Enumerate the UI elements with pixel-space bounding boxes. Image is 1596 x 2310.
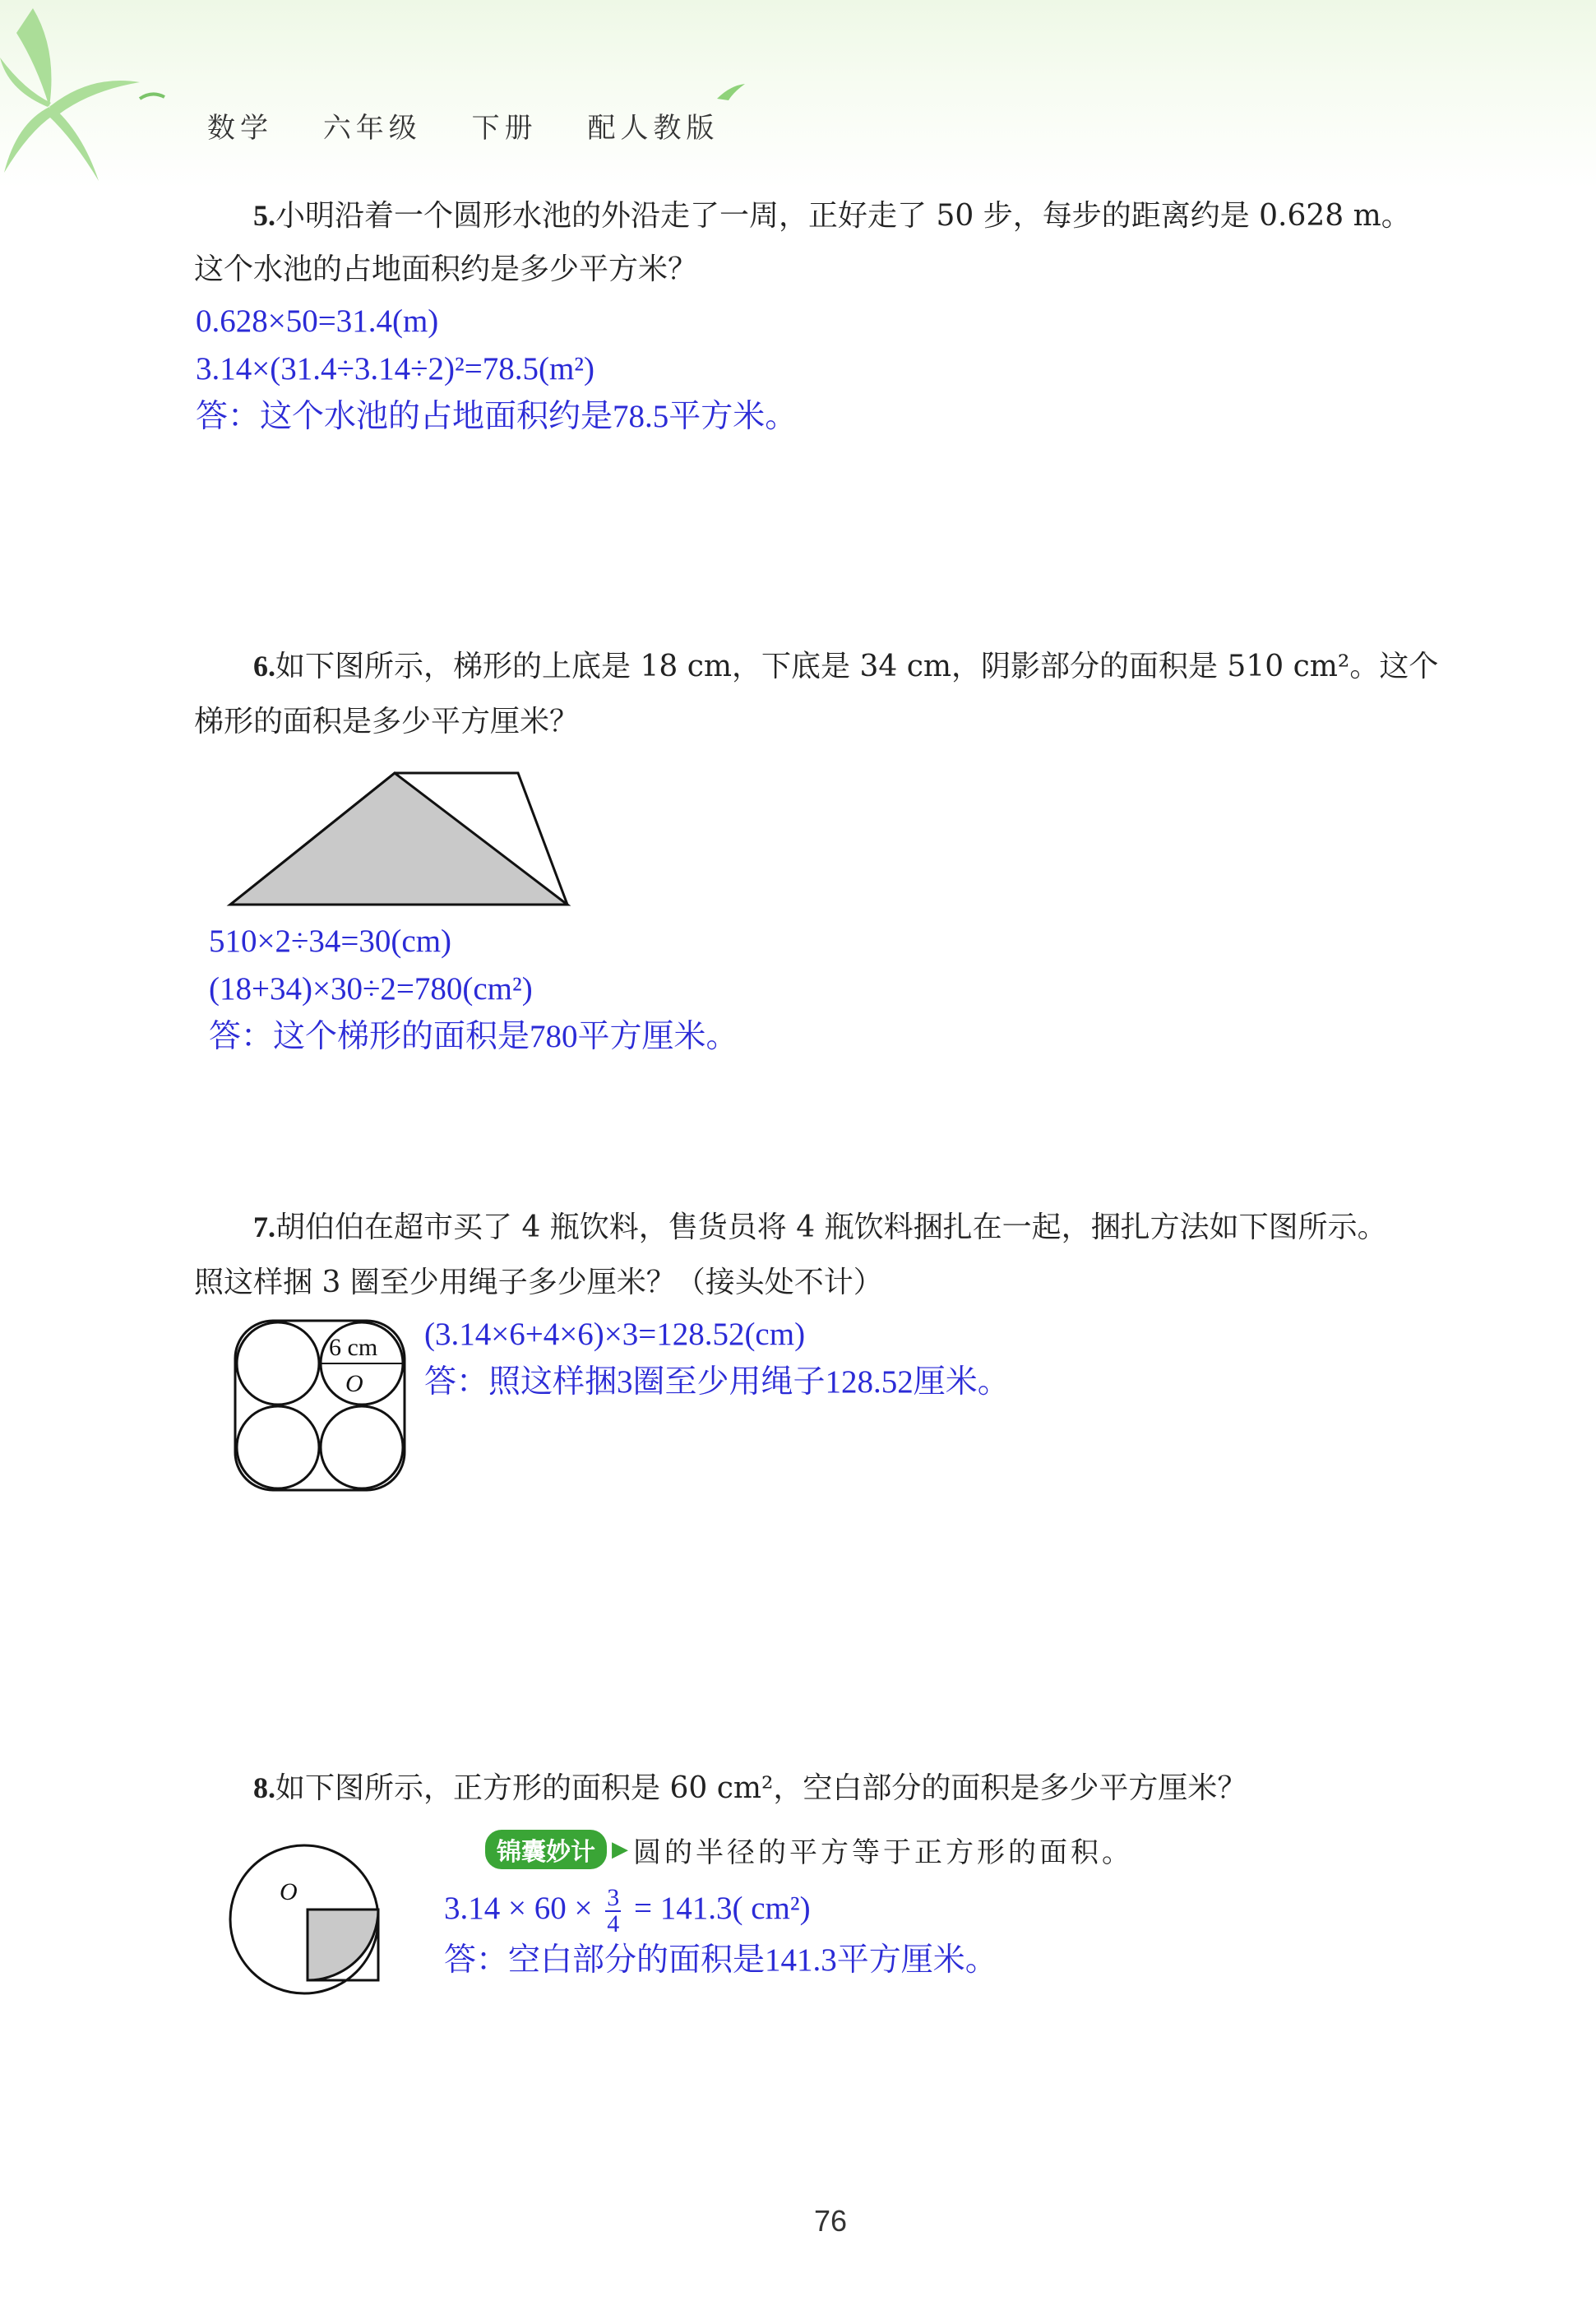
fraction	[605, 1886, 621, 1937]
q8-answer-part1: 3.14 × 60 ×	[444, 1891, 593, 1926]
shaded-triangle	[230, 773, 567, 905]
q8-answer	[444, 1885, 997, 1984]
q8-answer-line1	[444, 1885, 997, 1937]
q8-answer-line2: 答：空白部分的面积是141.3平方厘米。	[444, 1942, 997, 1979]
q7-text-line2: 照这样捆 3 圈至少用绳子多少厘米？（接头处不计）	[194, 1266, 883, 1299]
q6-number: 6.	[253, 650, 275, 683]
q8-text-1: 如下图所示，正方形的面积是 60 cm²，空白部分的面积是多少平方厘米？	[275, 1771, 1247, 1805]
q6-answer-line2: (18+34)×30÷2=780(cm²)	[209, 971, 533, 1007]
header-subject: 数学	[207, 112, 273, 145]
q8-number: 8.	[253, 1771, 275, 1804]
bottle-circle	[237, 1406, 319, 1488]
header-grade: 六年级	[322, 112, 422, 145]
bottle-circle	[237, 1322, 319, 1405]
bird-decoration	[715, 82, 748, 102]
trapezoid-figure	[222, 765, 584, 913]
q6-text-line1	[253, 640, 1438, 693]
header-title	[207, 105, 755, 146]
tip-box	[485, 1831, 1133, 1868]
q5-answer-line1: 0.628×50=31.4(m)	[196, 303, 439, 339]
circle-square-figure	[222, 1834, 403, 2015]
bottles-figure	[230, 1316, 411, 1497]
arrow-icon: ▶	[612, 1837, 628, 1862]
q7-answer	[424, 1311, 1010, 1406]
q6-text-line2: 梯形的面积是多少平方厘米？	[194, 705, 580, 738]
center-label: O	[345, 1370, 363, 1397]
center-label: O	[280, 1878, 298, 1905]
q5-answer	[196, 298, 797, 441]
q5-text-1: 小明沿着一个圆形水池的外沿走了一周，正好走了 50 步，每步的距离约是 0.628 m。	[275, 199, 1411, 233]
header-volume: 下册	[471, 112, 538, 145]
fraction-numerator: 3	[607, 1884, 620, 1912]
diameter-label: 6 cm	[329, 1334, 378, 1361]
q5-text-line2: 这个水池的占地面积约是多少平方米？	[194, 252, 698, 286]
palm-leaf-decoration	[0, 0, 181, 189]
header-banner	[0, 0, 1596, 189]
q8-text-line1	[253, 1761, 1247, 1815]
q6-answer-line1: 510×2÷34=30(cm)	[209, 924, 452, 959]
q5-answer-line2: 3.14×(31.4÷3.14÷2)²=78.5(m²)	[196, 351, 594, 387]
q7-text-1: 胡伯伯在超市买了 4 瓶饮料，售货员将 4 瓶饮料捆扎在一起，捆扎方法如下图所示。	[275, 1211, 1387, 1244]
rope-outline	[235, 1321, 405, 1490]
q7-number: 7.	[253, 1211, 275, 1243]
q5-answer-line3: 答：这个水池的占地面积约是78.5平方米。	[196, 399, 798, 434]
header-edition: 配人教版	[587, 112, 719, 145]
fraction-denominator: 4	[607, 1910, 620, 1938]
q5-text-line1	[253, 189, 1411, 243]
q7-answer-line2: 答：照这样捆3圈至少用绳子128.52厘米。	[424, 1364, 1010, 1400]
q6-answer	[209, 918, 738, 1061]
q6-text-1: 如下图所示，梯形的上底是 18 cm，下底是 34 cm，阴影部分的面积是 510 cm²。这个	[275, 650, 1439, 683]
q7-text-line1	[253, 1201, 1387, 1254]
q6-answer-line3: 答：这个梯形的面积是780平方厘米。	[209, 1019, 738, 1054]
q8-answer-part2: = 141.3( cm²)	[634, 1891, 811, 1926]
tip-text: 圆的半径的平方等于正方形的面积。	[633, 1836, 1133, 1869]
q7-answer-line1: (3.14×6+4×6)×3=128.52(cm)	[424, 1317, 806, 1352]
page-number: 76	[814, 2204, 848, 2238]
bottle-circle	[321, 1406, 403, 1488]
tip-badge: 锦囊妙计	[485, 1830, 607, 1869]
q5-number: 5.	[253, 199, 275, 232]
